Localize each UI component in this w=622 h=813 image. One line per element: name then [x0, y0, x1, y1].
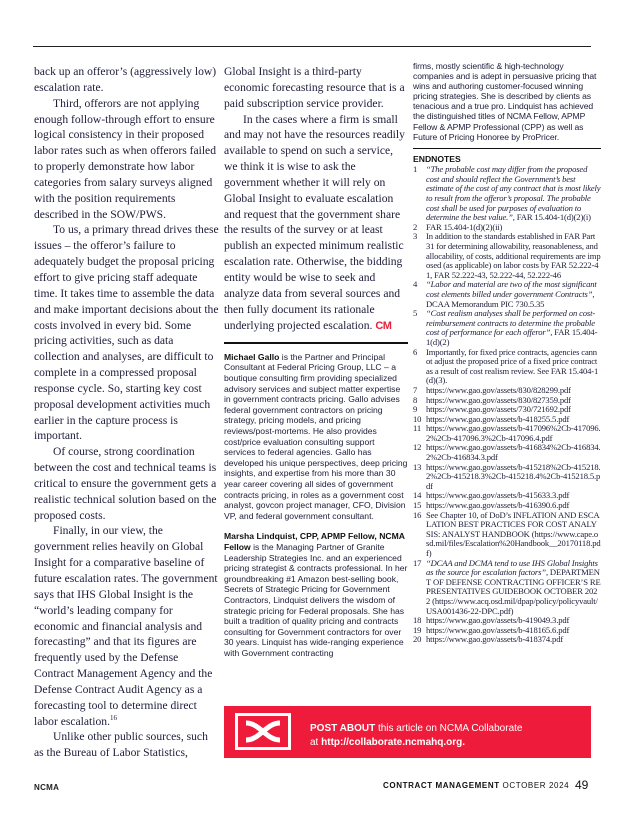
paragraph: Of course, strong coordination between the cost and technical teams is critical to ensure the government gets a realistic technical solution based on the proposed costs. [34, 445, 217, 522]
column-1 [34, 64, 220, 761]
endnote-number: 2 [413, 221, 418, 232]
endnote-citation: https://www.gao.gov/assets/b-416390.6.pdf [426, 500, 570, 511]
paragraph: Global Insight is a third-party economic forecasting resource that is a paid subscription service provider. [224, 65, 405, 110]
endnote [413, 511, 601, 559]
footer-publisher: NCMA [34, 783, 60, 792]
banner-lead: POST ABOUT [310, 723, 376, 734]
endnote-citation: , DCAA Memorandum PIC 730.5.35 [426, 288, 595, 309]
endnote-number: 4 [413, 279, 418, 290]
paragraph: back up an offeror’s (aggressively low) escalation rate. [34, 65, 217, 94]
magazine-name: CONTRACT MANAGEMENT [383, 781, 500, 790]
top-rule [33, 46, 591, 47]
author-bio-lindquist [224, 531, 408, 658]
bio-text: is the Managing Partner of Granite Leadership Strategies Inc. and an experienced pricing strategist & contracts professional. In her groundbreaking #1 Amazon best-selling book, Secrets of Strategic Pricing for Government Contractors, Lindquist delivers the wisdom of strategic pricing for Federal proposals. She has built a tradition of quality pricing and contracts consulting for Government contractors for over 30 years. Linquist has wide-ranging experience with Government contracting [224, 541, 408, 658]
endnote-citation: , FAR 15.404-1(d)(2)(i) [512, 212, 591, 223]
endnote-number: 13 [413, 461, 422, 472]
endnote-text [426, 309, 601, 347]
endnote-number: 3 [413, 231, 418, 242]
endnotes-list [413, 165, 601, 645]
divider [413, 148, 601, 150]
endnote-number: 15 [413, 500, 422, 511]
endnote-text [426, 463, 601, 492]
endnote [413, 463, 601, 492]
endnote-text [426, 280, 601, 309]
endnote-text [426, 635, 601, 645]
column-3 [413, 61, 601, 645]
endnote-citation: https://www.gao.gov/assets/b-416834%2Cb-416834.2%2Cb-416834.3.pdf [426, 442, 601, 463]
page-number: 49 [575, 778, 589, 792]
endnote-text [426, 348, 601, 386]
endnote-number: 18 [413, 615, 422, 626]
endnote-number: 8 [413, 394, 418, 405]
endnote-quote: “Cost realism analyses shall be performed on cost-reimbursement contracts to determine the probable cost of performance for each offeror” [426, 308, 596, 338]
endnote-number: 11 [413, 423, 421, 434]
banner-text [310, 722, 522, 749]
endnote-citation: https://www.gao.gov/assets/830/827359.pdf [426, 394, 571, 405]
author-bio-gallo [224, 352, 408, 522]
footnote-ref: 16 [109, 713, 117, 722]
paragraph: Third, offerors are not applying enough follow-through effort to ensure logical consistency in their proposed labor rates such as when offerors failed to properly demonstrate how labor categories from salary surveys aligned with the position requirements described in the SOW/PWS. [34, 96, 216, 221]
endnote [413, 635, 601, 645]
endnote-text [426, 511, 601, 559]
endnote-number: 12 [413, 442, 422, 453]
endnote-quote: “Labor and material are two of the most significant cost elements billed under government Contracts” [426, 279, 597, 299]
author-name: Michael Gallo [224, 351, 280, 362]
endnote-text [426, 424, 601, 443]
paragraph [224, 112, 408, 335]
endnote-text [426, 165, 601, 223]
author-name: Marsha Lindquist, CPP, APMP Fellow, NCMA Fellow [224, 531, 405, 552]
endnote-citation: Importantly, for fixed price contracts, agencies cannot adjust the proposed price of a fixed price contract as a result of cost realism review. See FAR 15.404-1(d)(3). [426, 346, 599, 386]
divider [224, 342, 408, 344]
endnote [413, 559, 601, 617]
endnote-number: 6 [413, 346, 418, 357]
endnote-number: 1 [413, 164, 418, 175]
paragraph-text: In the cases where a firm is small and may not have the resources readily available to spend on such a service, we think it is wise to ask the government whether it will rely on Global Insight to evaluate escalation and request that the government share the results of the survey or at least publish an expected minimum realistic escalation rate. Otherwise, the bidding entity would be wise to seek and analyze data from several sources and then fully document its rationale underlying projected escalation. [224, 112, 405, 332]
endnote-citation: https://www.gao.gov/assets/b-415218%2Cb-415218.2%2Cb-415218.3%2Cb-415218.4%2Cb-415218.5.pdf [426, 461, 601, 491]
endnote-citation: In addition to the standards established in FAR Part 31 for determining allowability, reasonableness, and allocability, of costs, additional requirements are imposed (as applicable) on labor costs by FAR 52.222-41, FAR 52.222-43, 52.222-44, 52.222-46 [426, 231, 601, 280]
issue-date: OCTOBER 2024 [499, 781, 570, 790]
endnote [413, 443, 601, 462]
collaborate-banner[interactable] [224, 706, 591, 758]
endnote-quote: “The probable cost may differ from the proposed cost and should reflect the Government’s best estimate of the cost of any contract that is most likely to result from the offeror’s proposal. The probable cost shall be used for purposes of evaluation to determine the best value.” [426, 164, 601, 223]
endnote-citation: , DEPARTMENT OF DEFENSE CONTRACTING OFFICER’S REPRESENTATIVES GUIDEBOOK OCTOBER 2022 (https://www.acq.osd.mil/dpap/policy/policyvault/USA001436-22-DPC.pdf) [426, 567, 601, 616]
endnote [413, 280, 601, 309]
endnote-quote: “DCAA and DCMA tend to use IHS Global Insights as the source for escalation factors” [426, 557, 598, 578]
endnote [413, 232, 601, 280]
column-2 [224, 64, 408, 668]
banner-at: at [310, 736, 322, 748]
endnote [413, 165, 601, 223]
paragraph: Unlike other public sources, such as the Bureau of Labor Statistics, [34, 730, 208, 760]
endnote-number: 19 [413, 624, 422, 635]
endnote-text [426, 559, 601, 617]
endnote-citation: See Chapter 10, of DoD’s INFLATION AND ESCALATION BEST PRACTICES FOR COST ANALYSIS: ANALYST HANDBOOK (https://www.cape.osd.mil/files/Escalation%20Handbook__20170118.pdf) [426, 509, 601, 558]
end-mark: CM [375, 319, 392, 332]
endnote [413, 348, 601, 386]
endnote-text [426, 443, 601, 462]
banner-message: this article on NCMA Collaborate [375, 723, 523, 734]
ncma-collaborate-logo-icon [235, 713, 291, 750]
endnote-number: 7 [413, 384, 418, 395]
paragraph-text: Finally, in our view, the government relies heavily on Global Insight for a comparative baseline of future escalation rates. The government says that IHS Global Insight is the “world’s leading company for economic and financial analysis and forecasting” and that its figures are frequently used by the Defense Contract Management Agency and the Defense Contract Audit Agency as a forecasting tool to determine direct labor escalation. [34, 524, 218, 728]
endnote-citation: https://www.gao.gov/assets/830/828299.pdf [426, 384, 571, 395]
endnote-number: 17 [413, 557, 422, 568]
author-bio-continued: firms, mostly scientific & high-technology companies and is adept in persuasive pricing that wins and authoring customer-focused winning pricing strategies. She is described by clients as tenacious and a true pro. Lindquist has achieved the distinguished titles of NCMA Fellow, APMP Fellow & APMP Professional (CPP) as well as Future of Pricing Honoree by ProPricer. [413, 61, 597, 142]
endnote-citation: https://www.gao.gov/assets/b-419049.3.pdf [426, 615, 570, 626]
bio-text: is the Partner and Principal Consultant at Federal Pricing Group, LLC – a boutique consulting firm providing specialized advisory services and subject matter expertise in government contracts pricing. Gallo advises federal government contractors on pricing strategy, pricing models, and pricing reviews/post-mortems. He also provides cost/price evaluation consulting support services to federal agencies. Gallo has developed his unique perspectives, deep pricing insights, and expertise from his more than 30 year career covering all sides of government contracts pricing, in roles as a government cost analyst, govcon project manager, CFO, Division VP, and federal government consultant. [224, 351, 408, 521]
paragraph [34, 523, 220, 729]
footer-issue [383, 781, 569, 790]
endnote-number: 5 [413, 308, 418, 319]
endnote-text [426, 232, 601, 280]
endnote-citation: FAR 15.404-1(d)(2)(ii) [426, 221, 503, 232]
endnote-citation: https://www.gao.gov/assets/b-415633.3.pdf [426, 490, 570, 501]
endnote-number: 14 [413, 490, 422, 501]
collaborate-link[interactable]: http://collaborate.ncmahq.org. [321, 736, 466, 748]
endnote-citation: https://www.gao.gov/assets/730/721692.pdf [426, 404, 571, 415]
endnote-number: 10 [413, 413, 422, 424]
endnote-number: 9 [413, 404, 418, 415]
paragraph: To us, a primary thread drives these issues – the offeror’s failure to adequately budget the proposal pricing effort to give pricing staff adequate time. It takes time to assemble the data and make important decisions about the costs involved in every bid. Some pricing activities, such as data collection and analyses, are difficult to complete in a compressed proposal response cycle. So, starting key cost proposal development activities much earlier in the capture process is important. [34, 223, 219, 443]
endnote-number: 20 [413, 634, 422, 645]
endnote-number: 16 [413, 509, 422, 520]
endnote-citation: https://www.gao.gov/assets/b-417096%2Cb-417096.2%2Cb-417096.3%2Cb-417096.4.pdf [426, 423, 601, 443]
endnote [413, 424, 601, 443]
endnote-citation: https://www.gao.gov/assets/b-418165.6.pdf [426, 624, 570, 635]
endnote-citation: https://www.gao.gov/assets/b-418374.pdf [426, 634, 564, 645]
endnote-citation: , FAR 15.404-1(d)(2) [426, 327, 598, 347]
endnote [413, 309, 601, 347]
endnote-citation: https://www.gao.gov/assets/b-418255.5.pdf [426, 413, 570, 424]
endnotes-heading: ENDNOTES [413, 154, 461, 165]
